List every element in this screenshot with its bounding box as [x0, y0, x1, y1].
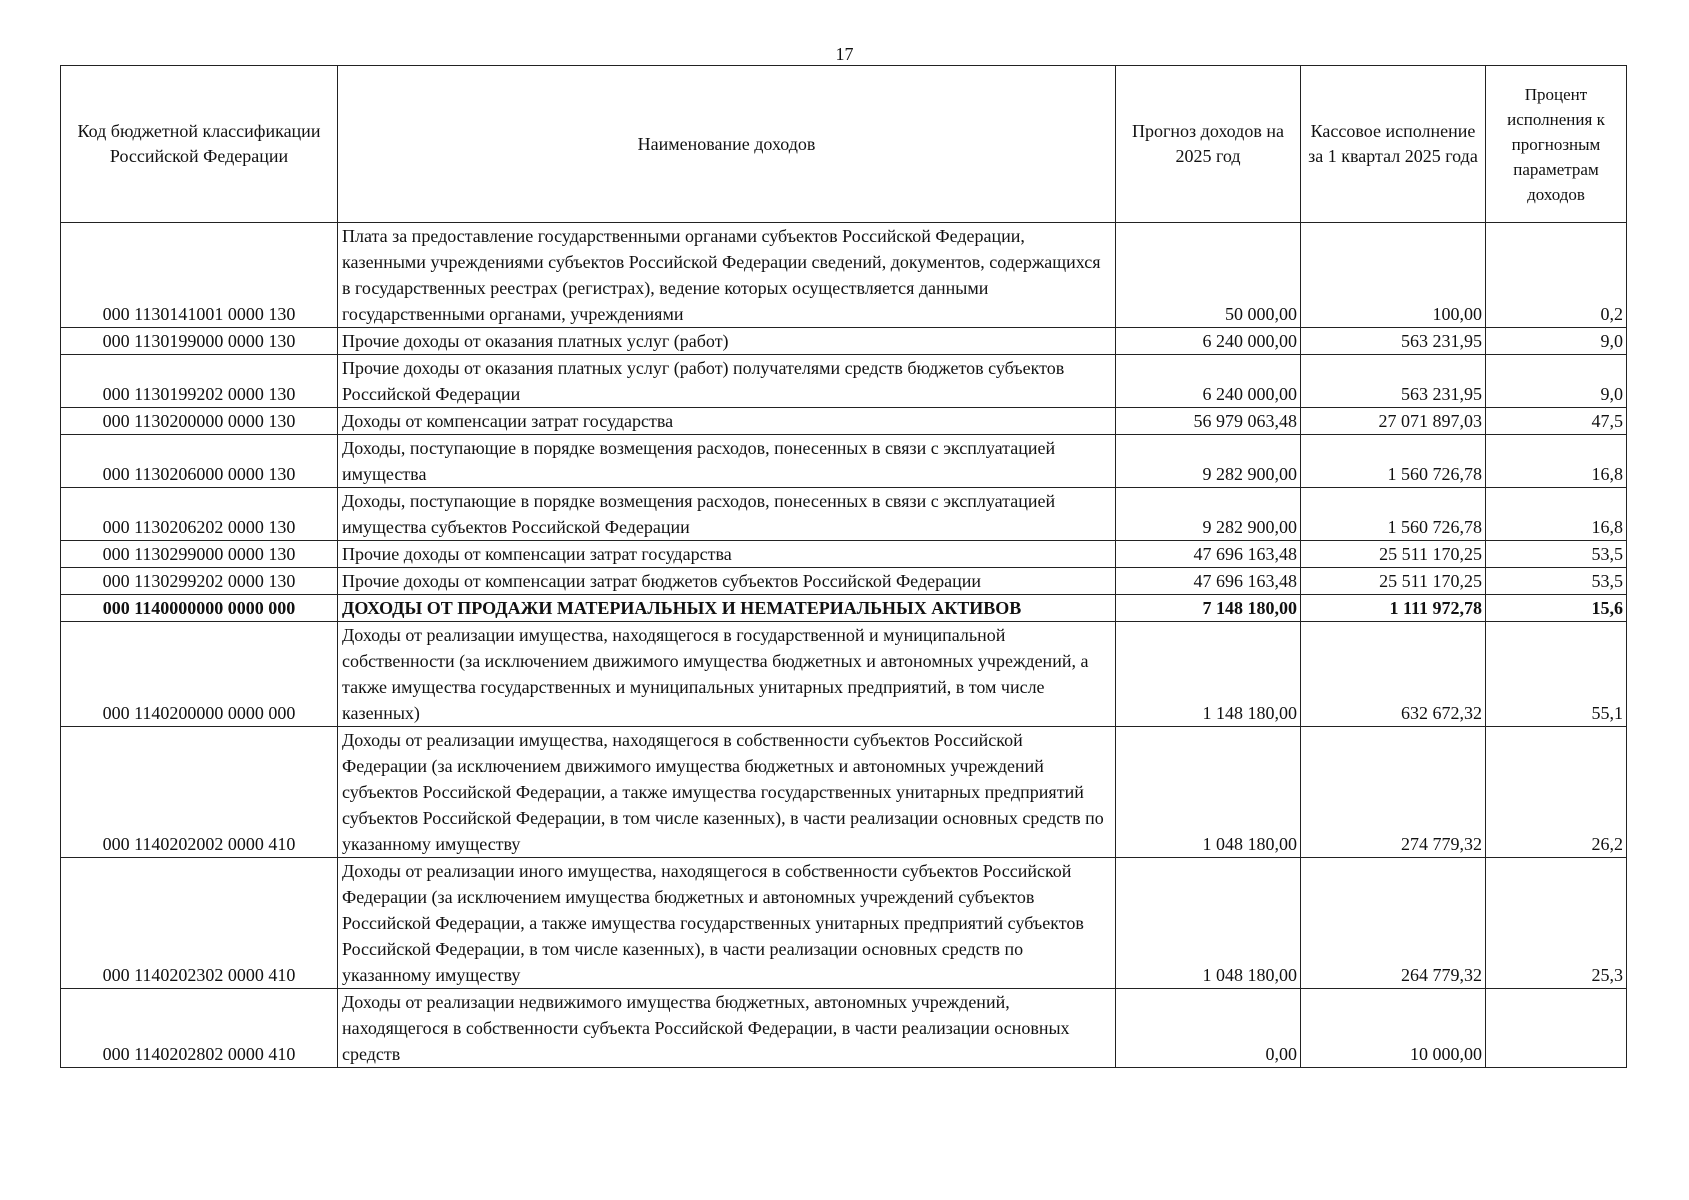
fact-cell: 25 511 170,25 — [1301, 568, 1486, 595]
percent-cell: 47,5 — [1486, 408, 1627, 435]
plan-cell: 0,00 — [1116, 989, 1301, 1068]
table-row — [61, 727, 1627, 858]
page-number: 17 — [835, 44, 854, 64]
header-row — [61, 66, 1627, 223]
code-cell: 000 1130199202 0000 130 — [61, 355, 338, 408]
plan-cell: 50 000,00 — [1116, 223, 1301, 328]
code-cell: 000 1130299202 0000 130 — [61, 568, 338, 595]
name-cell: ДОХОДЫ ОТ ПРОДАЖИ МАТЕРИАЛЬНЫХ И НЕМАТЕРИАЛЬНЫХ АКТИВОВ — [338, 595, 1116, 622]
fact-cell: 25 511 170,25 — [1301, 541, 1486, 568]
name-cell: Доходы от компенсации затрат государства — [338, 408, 1116, 435]
table-row — [61, 488, 1627, 541]
plan-cell: 1 148 180,00 — [1116, 622, 1301, 727]
table-body — [61, 223, 1627, 1068]
plan-cell: 47 696 163,48 — [1116, 541, 1301, 568]
code-cell: 000 1130206202 0000 130 — [61, 488, 338, 541]
code-cell: 000 1130141001 0000 130 — [61, 223, 338, 328]
plan-cell: 1 048 180,00 — [1116, 727, 1301, 858]
code-cell: 000 1140202802 0000 410 — [61, 989, 338, 1068]
percent-cell: 0,2 — [1486, 223, 1627, 328]
fact-cell: 1 560 726,78 — [1301, 488, 1486, 541]
fact-cell: 1 111 972,78 — [1301, 595, 1486, 622]
table-row — [61, 355, 1627, 408]
table-row — [61, 858, 1627, 989]
name-cell: Доходы от реализации иного имущества, находящегося в собственности субъектов Российской Федерации (за исключением имущества бюджетных и автономных учреждений субъектов Российской Федерации, а также имущества государственных унитарных предприятий субъектов Российской Федерации, в том числе казенных), в части реализации основных средств по указанному имуществу — [338, 858, 1116, 989]
code-cell: 000 1130206000 0000 130 — [61, 435, 338, 488]
header-percent: Процент исполнения к прогнозным параметрам доходов — [1486, 66, 1627, 223]
name-cell: Плата за предоставление государственными органами субъектов Российской Федерации, казенными учреждениями субъектов Российской Федерации сведений, документов, содержащихся в государственных реестрах (регистрах), ведение которых осуществляется данными государственными органами, учреждениями — [338, 223, 1116, 328]
name-cell: Прочие доходы от оказания платных услуг (работ) получателями средств бюджетов субъектов Российской Федерации — [338, 355, 1116, 408]
name-cell: Прочие доходы от компенсации затрат бюджетов субъектов Российской Федерации — [338, 568, 1116, 595]
plan-cell: 7 148 180,00 — [1116, 595, 1301, 622]
code-cell: 000 1140202002 0000 410 — [61, 727, 338, 858]
table-row — [61, 223, 1627, 328]
percent-cell: 9,0 — [1486, 355, 1627, 408]
plan-cell: 6 240 000,00 — [1116, 328, 1301, 355]
percent-cell: 16,8 — [1486, 488, 1627, 541]
header-code: Код бюджетной классификации Российской Федерации — [61, 66, 338, 223]
fact-cell: 1 560 726,78 — [1301, 435, 1486, 488]
name-cell: Доходы от реализации имущества, находящегося в собственности субъектов Российской Федерации (за исключением движимого имущества бюджетных и автономных учреждений субъектов Российской Федерации, а также имущества государственных унитарных предприятий субъектов Российской Федерации, в том числе казенных), в части реализации основных средств по указанному имуществу — [338, 727, 1116, 858]
table-row — [61, 622, 1627, 727]
header-fact: Кассовое исполнение за 1 квартал 2025 года — [1301, 66, 1486, 223]
fact-cell: 563 231,95 — [1301, 328, 1486, 355]
name-cell: Доходы, поступающие в порядке возмещения расходов, понесенных в связи с эксплуатацией имущества — [338, 435, 1116, 488]
revenue-table — [60, 65, 1627, 1068]
name-cell: Прочие доходы от оказания платных услуг (работ) — [338, 328, 1116, 355]
plan-cell: 9 282 900,00 — [1116, 435, 1301, 488]
table-row — [61, 408, 1627, 435]
fact-cell: 27 071 897,03 — [1301, 408, 1486, 435]
percent-cell: 16,8 — [1486, 435, 1627, 488]
percent-cell: 53,5 — [1486, 541, 1627, 568]
code-cell: 000 1140000000 0000 000 — [61, 595, 338, 622]
code-cell: 000 1130200000 0000 130 — [61, 408, 338, 435]
code-cell: 000 1130199000 0000 130 — [61, 328, 338, 355]
code-cell: 000 1140200000 0000 000 — [61, 622, 338, 727]
plan-cell: 9 282 900,00 — [1116, 488, 1301, 541]
fact-cell: 632 672,32 — [1301, 622, 1486, 727]
header-plan: Прогноз доходов на 2025 год — [1116, 66, 1301, 223]
table-row — [61, 989, 1627, 1068]
table-row — [61, 328, 1627, 355]
code-cell: 000 1130299000 0000 130 — [61, 541, 338, 568]
code-cell: 000 1140202302 0000 410 — [61, 858, 338, 989]
fact-cell: 264 779,32 — [1301, 858, 1486, 989]
percent-cell: 25,3 — [1486, 858, 1627, 989]
percent-cell: 15,6 — [1486, 595, 1627, 622]
header-name: Наименование доходов — [338, 66, 1116, 223]
fact-cell: 274 779,32 — [1301, 727, 1486, 858]
table-header — [61, 66, 1627, 223]
plan-cell: 1 048 180,00 — [1116, 858, 1301, 989]
percent-cell: 9,0 — [1486, 328, 1627, 355]
percent-cell: 55,1 — [1486, 622, 1627, 727]
plan-cell: 56 979 063,48 — [1116, 408, 1301, 435]
name-cell: Доходы от реализации имущества, находящегося в государственной и муниципальной собственности (за исключением движимого имущества бюджетных и автономных учреждений, а также имущества государственных и муниципальных унитарных предприятий, в том числе казенных) — [338, 622, 1116, 727]
percent-cell — [1486, 989, 1627, 1068]
plan-cell: 47 696 163,48 — [1116, 568, 1301, 595]
percent-cell: 26,2 — [1486, 727, 1627, 858]
name-cell: Доходы от реализации недвижимого имущества бюджетных, автономных учреждений, находящегося в собственности субъекта Российской Федерации, в части реализации основных средств — [338, 989, 1116, 1068]
fact-cell: 10 000,00 — [1301, 989, 1486, 1068]
name-cell: Прочие доходы от компенсации затрат государства — [338, 541, 1116, 568]
fact-cell: 563 231,95 — [1301, 355, 1486, 408]
table-row — [61, 435, 1627, 488]
plan-cell: 6 240 000,00 — [1116, 355, 1301, 408]
table-row-section-total — [61, 595, 1627, 622]
table-row — [61, 568, 1627, 595]
name-cell: Доходы, поступающие в порядке возмещения расходов, понесенных в связи с эксплуатацией имущества субъектов Российской Федерации — [338, 488, 1116, 541]
table-row — [61, 541, 1627, 568]
fact-cell: 100,00 — [1301, 223, 1486, 328]
percent-cell: 53,5 — [1486, 568, 1627, 595]
